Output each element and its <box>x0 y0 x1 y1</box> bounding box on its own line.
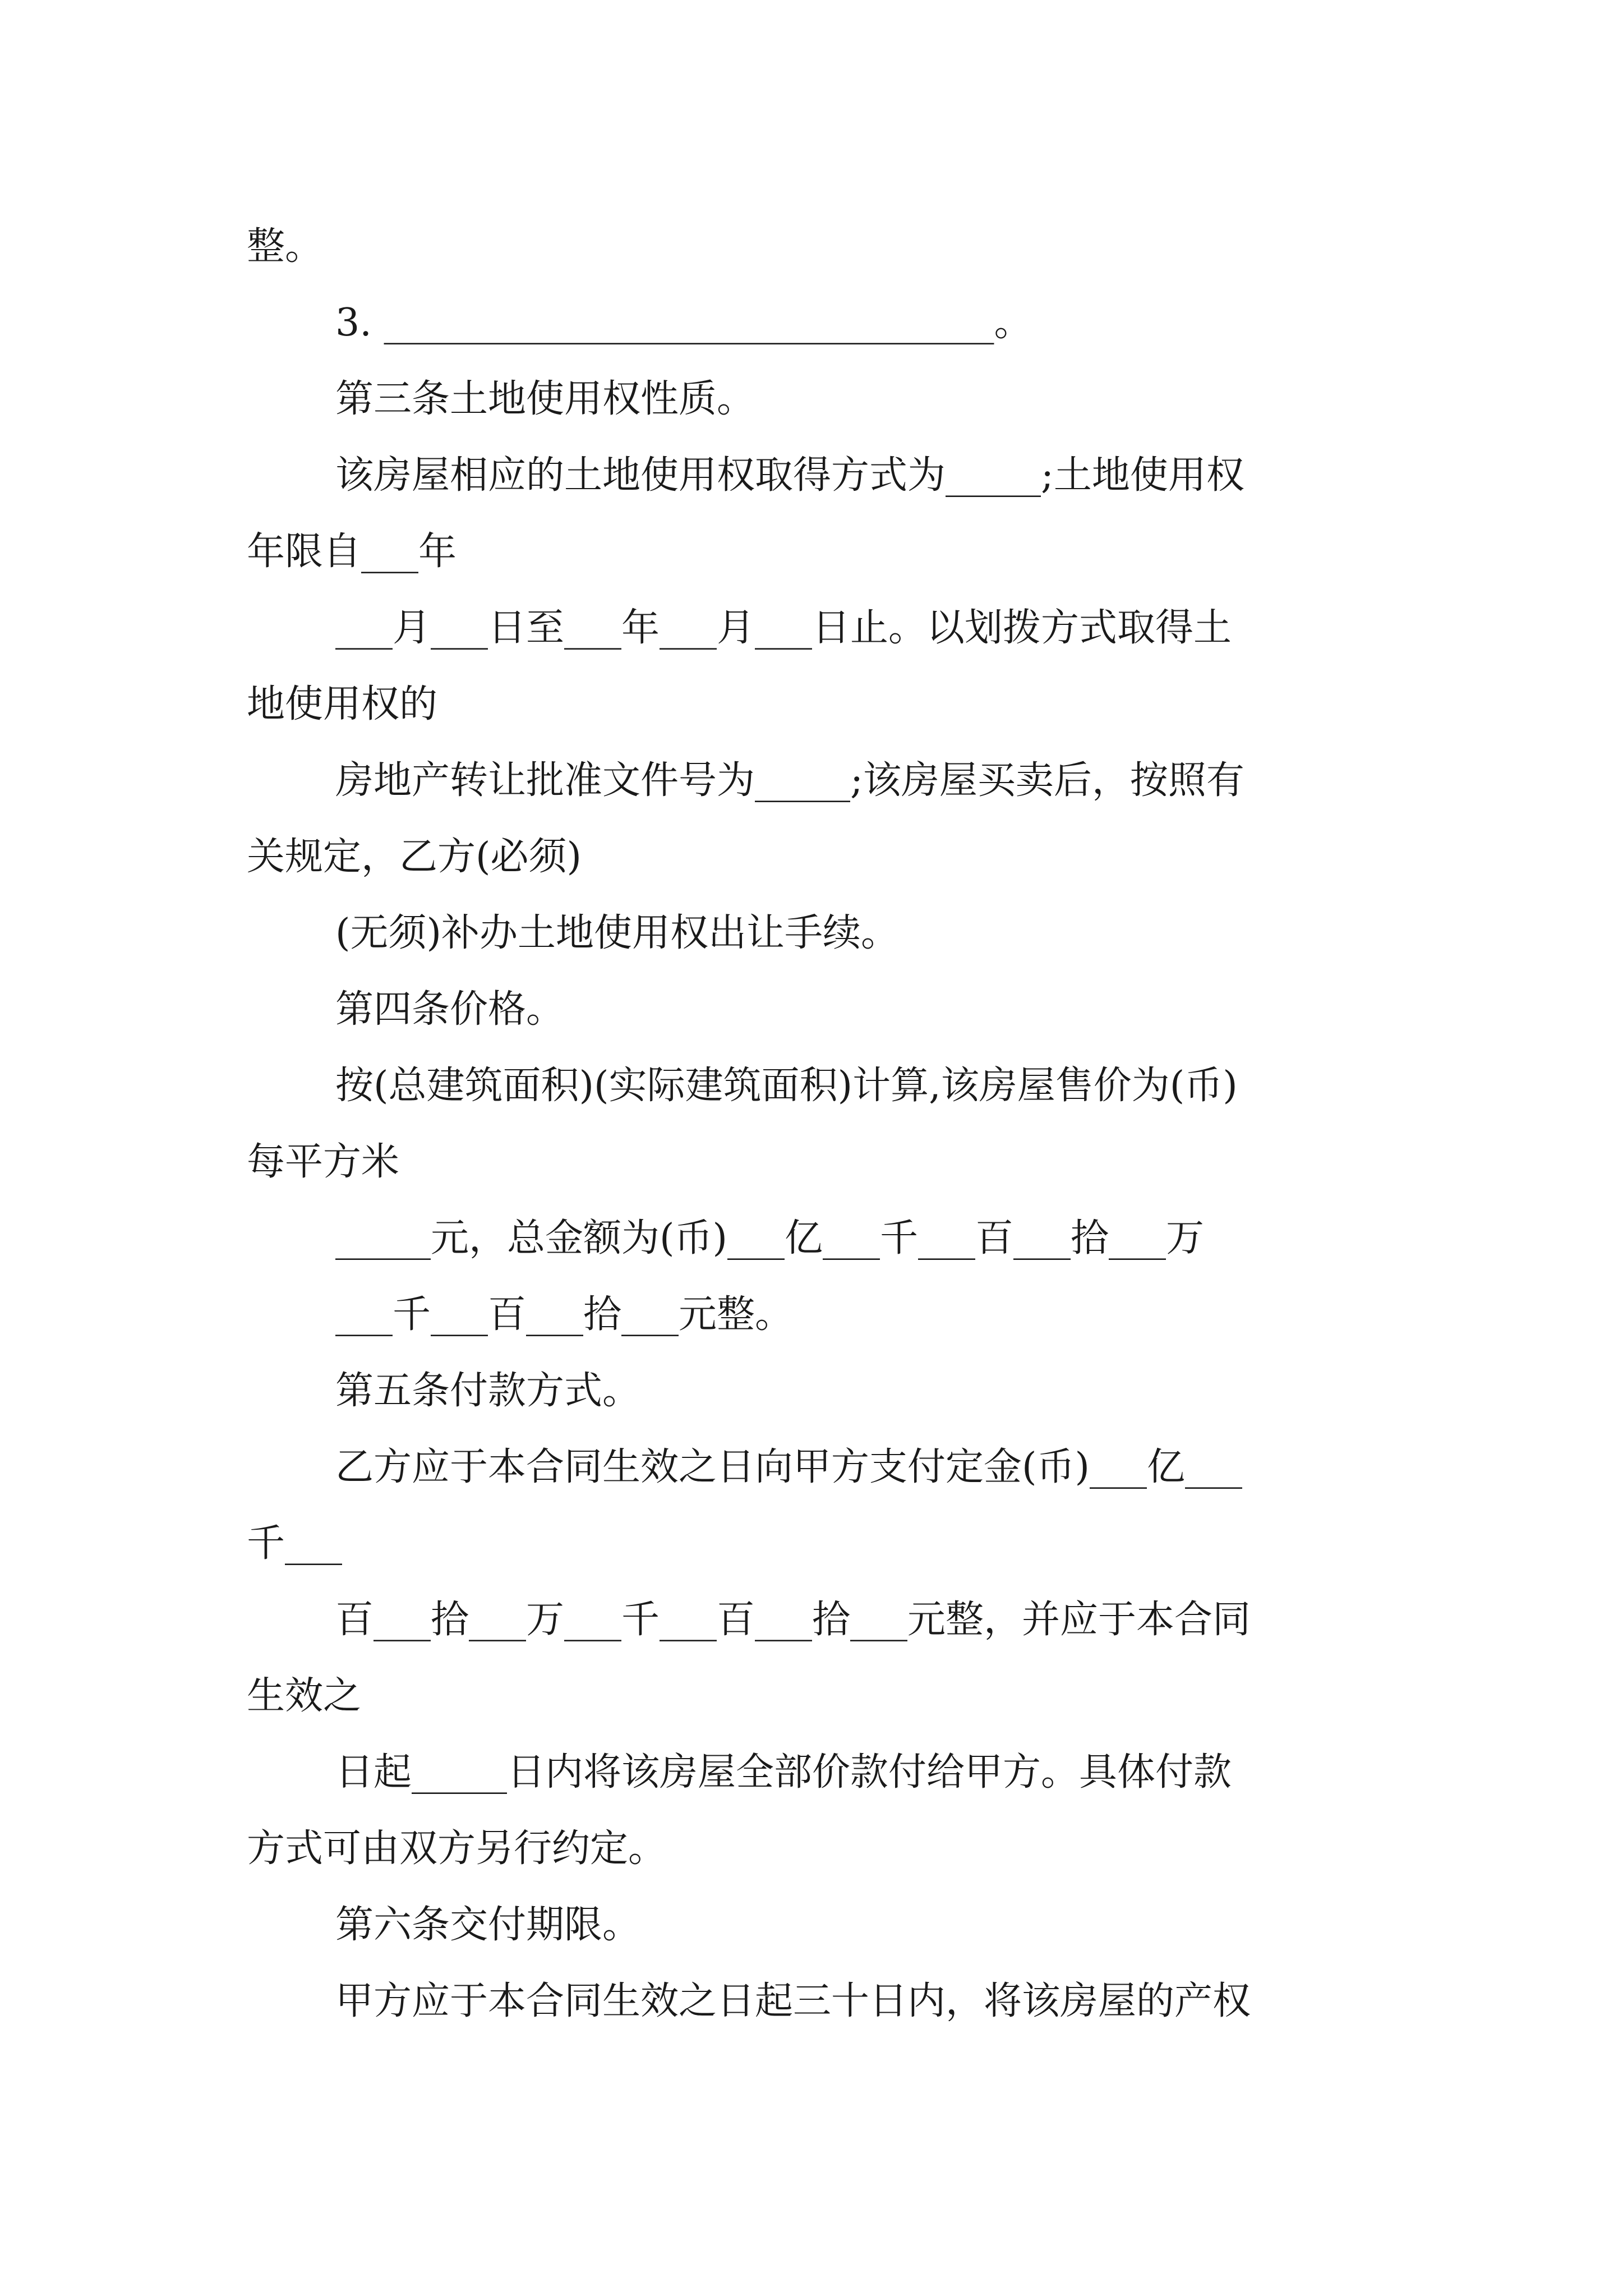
text-line: 百___拾___万___千___百___拾___元整，并应于本合同 <box>335 1598 1251 1642</box>
text-line: 关规定，乙方(必须) <box>247 835 582 879</box>
text-line: 甲方应于本合同生效之日起三十日内，将该房屋的产权 <box>335 1979 1251 2023</box>
text-line: 乙方应于本合同生效之日向甲方支付定金(币)___亿___ <box>335 1445 1243 1489</box>
text-line: 年限自___年 <box>247 530 457 574</box>
section-heading: 第四条价格。 <box>335 987 565 1032</box>
text-line: 房地产转让批准文件号为_____;该房屋买卖后，按照有 <box>335 758 1244 803</box>
document-body <box>247 209 1385 2040</box>
text-line: 该房屋相应的土地使用权取得方式为_____;土地使用权 <box>335 453 1244 498</box>
text-line: 3. ________________________________。 <box>335 301 1032 345</box>
text-line: _____元，总金额为(币)___亿___千___百___拾___万 <box>335 1216 1205 1260</box>
section-heading: 第五条付款方式。 <box>335 1369 641 1413</box>
text-line: 千___ <box>247 1521 343 1566</box>
section-heading: 第六条交付期限。 <box>335 1903 641 1947</box>
text-line: (无须)补办土地使用权出让手续。 <box>335 911 900 955</box>
text-line: 方式可由双方另行约定。 <box>247 1826 667 1871</box>
text-line: ___月___日至___年___月___日止。以划拨方式取得土 <box>335 606 1232 650</box>
section-heading: 第三条土地使用权性质。 <box>335 377 755 421</box>
text-line: 按(总建筑面积)(实际建筑面积)计算,该房屋售价为(币) <box>335 1064 1238 1108</box>
text-line: 生效之 <box>247 1674 362 1718</box>
text-line: 日起_____日内将该房屋全部价款付给甲方。具体付款 <box>335 1750 1232 1795</box>
text-line: 整。 <box>247 224 324 269</box>
text-line: ___千___百___拾___元整。 <box>335 1292 794 1337</box>
text-line: 地使用权的 <box>247 682 438 726</box>
text-line: 每平方米 <box>247 1140 400 1184</box>
